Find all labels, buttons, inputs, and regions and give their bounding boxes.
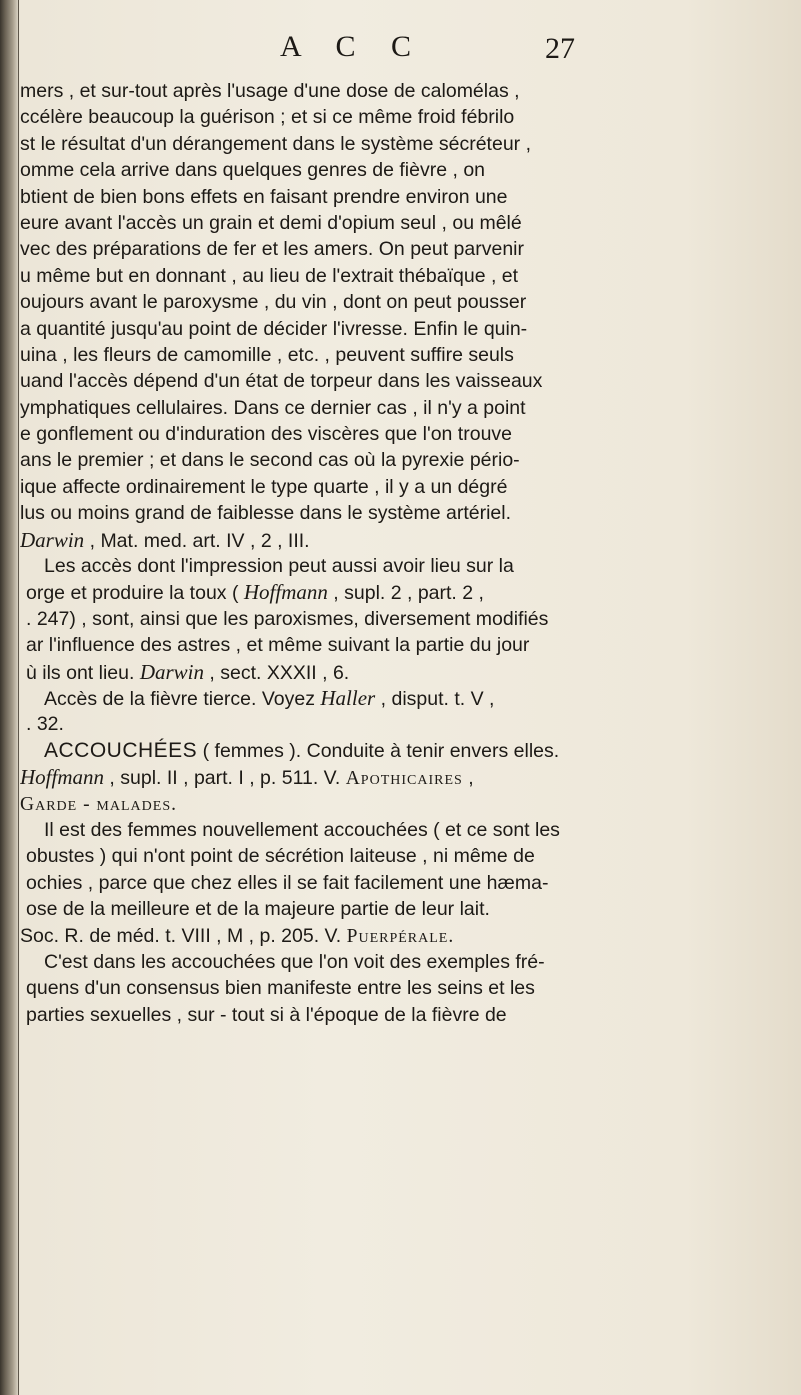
entry-headword: ACCOUCHÉES: [44, 738, 198, 762]
text-line: ans le premier ; et dans le second cas où la pyrexie pério-: [20, 449, 520, 472]
text-line: vec des préparations de fer et les amers. On peut parvenir: [20, 238, 525, 261]
citation-author: Darwin: [139, 659, 204, 684]
text-line: [20, 923, 780, 949]
text-line: [20, 791, 780, 817]
text-line: btient de bien bons effets en faisant prendre environ une: [20, 185, 508, 208]
text-span: Soc. R. de méd. t. VIII , M , p. 205. V.: [20, 924, 347, 947]
text-line: ochies , parce que chez elles il se fait facilement une hæma-: [26, 871, 549, 894]
text-span: , sect. XXXII , 6.: [204, 661, 350, 684]
page-number: 27: [545, 32, 575, 65]
text-line: lus ou moins grand de faiblesse dans le système artériel.: [20, 502, 512, 525]
text-span: ( femmes ). Conduite à tenir envers elles.: [197, 739, 560, 762]
cross-reference: Puerpérale.: [346, 925, 455, 947]
text-line: st le résultat d'un dérangement dans le système sécréteur ,: [20, 132, 531, 155]
citation-author: Darwin: [20, 527, 85, 552]
text-line: [20, 659, 780, 685]
paragraph-start: Les accès dont l'impression peut aussi avoir lieu sur la: [44, 555, 514, 578]
citation-author: Hoffmann: [243, 580, 328, 605]
text-line: ymphatiques cellulaires. Dans ce dernier cas , il n'y a point: [20, 396, 526, 419]
text-line: . 247) , sont, ainsi que les paroxismes, diversement modifiés: [26, 607, 549, 630]
page-header: [20, 30, 801, 74]
text-span: , supl. 2 , part. 2 ,: [327, 582, 484, 605]
cross-reference: Garde - malades.: [20, 793, 177, 815]
text-line: obustes ) qui n'ont point de sécrétion laiteuse , ni même de: [26, 845, 535, 868]
text-span: ,: [462, 767, 474, 790]
paragraph-start: C'est dans les accouchées que l'on voit des exemples fré-: [44, 950, 545, 973]
text-line: parties sexuelles , sur - tout si à l'époque de la fièvre de: [26, 1003, 507, 1026]
entry-heading-line: [20, 738, 780, 764]
text-line: mers , et sur-tout après l'usage d'une dose de calomélas ,: [20, 80, 520, 102]
book-page: [20, 0, 801, 1395]
citation-author: Haller: [320, 685, 376, 710]
text-line: ose de la meilleure et de la majeure partie de leur lait.: [26, 898, 490, 921]
text-line: [20, 579, 780, 605]
text-line: oujours avant le paroxysme , du vin , dont on peut pousser: [20, 291, 527, 314]
text-span: , supl. II , part. I , p. 511. V.: [104, 767, 346, 790]
text-span: , disput. t. V ,: [375, 687, 495, 710]
text-line: [20, 764, 780, 790]
text-line: u même but en donnant , au lieu de l'extrait thébaïque , et: [20, 264, 519, 287]
text-line: eure avant l'accès un grain et demi d'opium seul , ou mêlé: [20, 211, 522, 234]
text-line: uand l'accès dépend d'un état de torpeur dans les vaisseaux: [20, 370, 543, 393]
text-span: Accès de la fièvre tierce. Voyez: [44, 687, 321, 710]
cross-reference: Apothicaires: [345, 768, 463, 790]
paragraph-start: [20, 685, 780, 711]
text-line: uina , les fleurs de camomille , etc. , peuvent suffire seuls: [20, 343, 514, 366]
text-line: quens d'un consensus bien manifeste entre les seins et les: [26, 977, 535, 1000]
text-body: [20, 78, 780, 1028]
text-line: ar l'influence des astres , et même suivant la partie du jour: [26, 634, 530, 657]
running-head: A C C: [280, 30, 426, 63]
text-line: omme cela arrive dans quelques genres de fièvre , on: [20, 159, 486, 182]
paragraph-start: Il est des femmes nouvellement accouchées ( et ce sont les: [44, 818, 560, 841]
text-line: ccélère beaucoup la guérison ; et si ce même froid fébrilo: [20, 106, 515, 129]
text-line: ique affecte ordinairement le type quarte , il y a un dégré: [20, 475, 508, 498]
gutter-edge: [18, 0, 19, 1395]
text-span: orge et produire la toux (: [26, 582, 244, 605]
text-line: e gonflement ou d'induration des viscères que l'on trouve: [20, 423, 513, 446]
citation-detail: , Mat. med. art. IV , 2 , III.: [84, 529, 310, 552]
book-binding-gutter: [0, 0, 18, 1395]
citation-author: Hoffmann: [20, 765, 104, 790]
text-line: . 32.: [26, 713, 64, 736]
text-span: ù ils ont lieu.: [26, 661, 140, 684]
text-line: a quantité jusqu'au point de décider l'ivresse. Enfin le quin-: [20, 317, 528, 340]
citation-darwin: [20, 527, 780, 553]
